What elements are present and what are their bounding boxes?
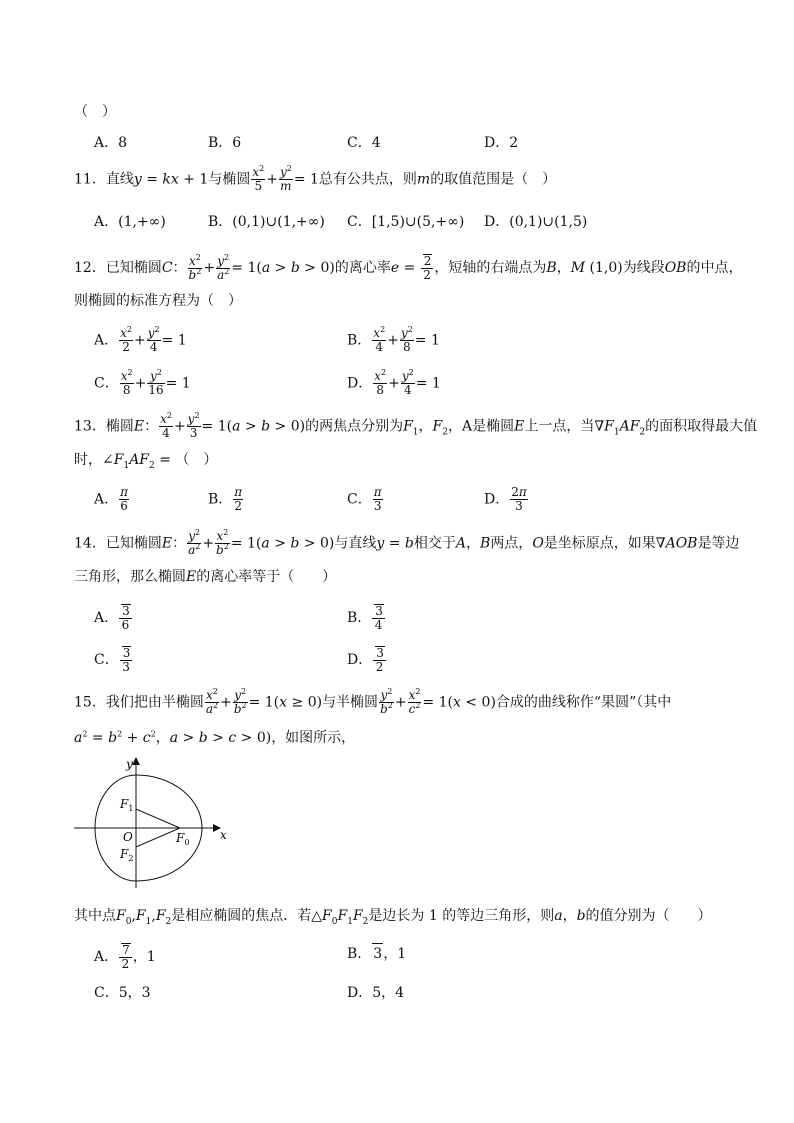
q13-option-d: D． $\frac{2\pi}{3}$ — [484, 485, 527, 513]
q11-option-c: C．[1,5)∪(5,+∞) — [347, 214, 465, 230]
q13-stem: 13．椭圆E： $\frac{x^2}{4}$ + $\frac{y^2}{3}$ = 1(a > b > 0)的两焦点分别为$F_1$，$F_2$，A是椭圆E上一点，当$\nabla F_1AF_2$的面积取得最大值 — [74, 411, 758, 440]
q11-option-b: B．(0,1)∪(1,+∞) — [208, 214, 325, 230]
q12-option-a: A． $\frac{x^2}{2}$ + $\frac{y^2}{4}$ = 1 — [94, 325, 187, 354]
q14-stem-line2: 三角形，那么椭圆E的离心率等于（ ） — [74, 569, 337, 585]
q15-stem: 15．我们把由半椭圆 $\frac{x^2}{a^2}$ + $\frac{y^2}{b^2}$ = 1(x ≥ 0)与半椭圆 $\frac{y^2}{b^2}$ + $\frac{x^2}{c^2}$ = 1(x < 0)合成的曲线称作“果圆”（其中 — [74, 687, 672, 716]
origin-label: O — [123, 830, 133, 844]
q12-stem-line2: 则椭圆的标准方程为（ ） — [74, 293, 242, 309]
q12-option-c: C． $\frac{x^2}{8}$ + $\frac{y^2}{16}$ = 1 — [94, 368, 191, 397]
q13-option-b: B． $\frac{\pi}{2}$ — [208, 485, 243, 513]
q13-option-c: C． $\frac{\pi}{3}$ — [347, 485, 382, 513]
q14-stem: 14．已知椭圆E： $\frac{y^2}{a^2}$ + $\frac{x^2}{b^2}$ = 1(a > b > 0)与直线y = b相交于A，B两点，O是坐标原点，如果∇AOB是等边 — [74, 528, 740, 557]
q15-stem-line3: 其中点$F_0,F_1,F_2$是相应椭圆的焦点．若$\triangle F_0F_1F_2$是边长为 1 的等边三角形，则a，b的值分别为（ ） — [74, 908, 712, 927]
q13-stem-line2: 时，$\angle F_1AF_2$ = （ ） — [74, 452, 218, 471]
q15-option-a: A． $\frac{7}{2}$ ，1 — [94, 943, 156, 971]
axis-label-y: y — [126, 757, 133, 771]
q10-option-b: B．6 — [208, 135, 242, 151]
f1-label: $F_1$ — [120, 797, 134, 813]
q10-option-d: D．2 — [484, 135, 519, 151]
f2-label: $F_2$ — [120, 847, 134, 863]
q10-stem-continuation: （ ） — [74, 104, 116, 120]
q15-option-c: C．5，3 — [94, 985, 151, 1001]
q15-option-d: D．5，4 — [347, 985, 405, 1001]
q14-option-a: A． $\frac{3}{6}$ — [94, 604, 130, 632]
f0-label: $F_0$ — [176, 831, 190, 847]
axis-label-x: x — [220, 828, 227, 842]
q11-option-d: D．(0,1)∪(1,5) — [484, 214, 588, 230]
q14-option-c: C． $\frac{3}{3}$ — [94, 646, 131, 674]
q11-ellipse-frac-x: $\frac{x^2}{5}$ — [252, 164, 265, 193]
q15-option-b: B． 3，1 — [347, 943, 406, 964]
q11-ellipse-frac-y: $\frac{y^2}{m}$ — [279, 164, 292, 193]
q10-option-a: A．8 — [94, 135, 128, 151]
q11-stem: 11．直线y = kx + 1与椭圆 $\frac{x^2}{5}$ + $\frac{y^2}{m}$ = 1总有公共点，则m的取值范围是（ ） — [74, 164, 557, 193]
q12-option-d: D． $\frac{x^2}{8}$ + $\frac{y^2}{4}$ = 1 — [347, 368, 441, 397]
q11-option-a: A．(1,+∞) — [94, 214, 166, 230]
q14-option-b: B． $\frac{3}{4}$ — [347, 604, 383, 632]
fruit-circle-figure — [70, 755, 235, 890]
q14-option-d: D． $\frac{3}{2}$ — [347, 646, 384, 674]
q12-stem: 12．已知椭圆C： $\frac{x^2}{b^2}$ + $\frac{y^2}{a^2}$ = 1(a > b > 0)的离心率e = $\frac{2}{2}$ ，短轴的右端点为B，M (1,0)为线段OB的中点， — [74, 252, 743, 282]
q10-option-c: C．4 — [347, 135, 381, 151]
q15-stem-line2: $a^2 = b^2 + c^2$，a > b > c > 0)，如图所示， — [74, 729, 356, 746]
q13-option-a: A． $\frac{\pi}{6}$ — [94, 485, 129, 513]
q12-option-b: B． $\frac{x^2}{4}$ + $\frac{y^2}{8}$ = 1 — [347, 325, 440, 354]
